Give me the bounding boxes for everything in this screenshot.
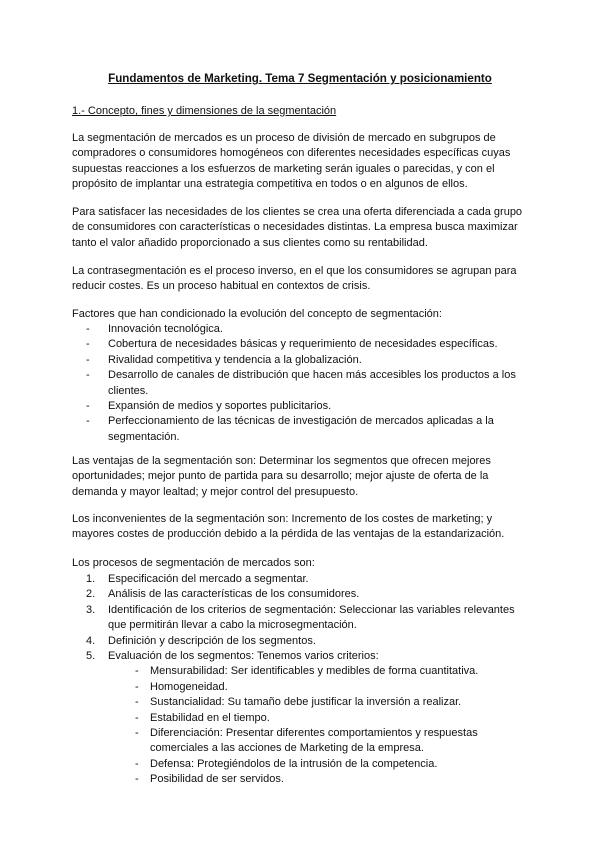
document-title: Fundamentos de Marketing. Tema 7 Segmentación y posicionamiento — [108, 72, 492, 85]
dash-marker: - — [86, 338, 90, 351]
list-item: - Desarrollo de canales de distribución que hacen más accesibles los productos a los clientes. — [86, 369, 516, 397]
dash-marker: - — [135, 711, 139, 724]
dash-marker: - — [86, 353, 90, 366]
list-item: - Sustancialidad: Su tamaño debe justificar la inversión a realizar. — [135, 695, 534, 710]
list-item: - Mensurabilidad: Ser identificables y medibles de forma cuantitativa. — [135, 664, 534, 679]
dash-marker: - — [86, 369, 90, 382]
list-item: - Estabilidad en el tiempo. — [135, 711, 534, 726]
paragraph-disadvantages: Los inconvenientes de la segmentación son: Incremento de los costes de marketing; y mayores costes de producción debido a la pérdida de las ventajas de la estandarización. — [72, 513, 505, 541]
list-item: - Rivalidad competitiva y tendencia a la globalización. — [86, 353, 534, 368]
dash-marker: - — [135, 773, 139, 786]
list-item: - Innovación tecnológica. — [86, 322, 534, 337]
list-item: 5. Evaluación de los segmentos: Tenemos varios criterios: - Mensurabilidad: Ser identificables y medibles de forma cuantitativa. - Homogeneidad. - Sustancialidad: Su tamaño debe justificar la inversión a realizar. - Estabilidad en el tiempo. - Diferenciación: Presentar diferentes comportamientos y respuestas comerciales a las acciones de Marketing de la empresa. - Defensa: Protegiéndolos de la intrusión de la competencia. - Posibilidad de ser servidos. — [86, 649, 534, 788]
paragraph-differentiated-offer: Para satisfacer las necesidades de los clientes se crea una oferta diferenciada a cada grupo de consumidores con características o necesidades distintas. La empresa busca maximizar tanto el valor añadido proporcionado a sus clientes como su rentabilidad. — [72, 206, 523, 249]
list-item: - Perfeccionamiento de las técnicas de investigación de mercados aplicadas a la segmentación. — [86, 415, 494, 443]
list-item: 3. Identificación de los criterios de segmentación: Seleccionar las variables relevantes que permitirán llevar a cabo la microsegmentación. — [86, 603, 515, 632]
paragraph-countersegmentation: La contrasegmentación es el proceso inverso, en el que los consumidores se agrupan para reducir costes. Es un proceso habitual en contextos de crisis. — [72, 265, 517, 293]
list-item: - Diferenciación: Presentar diferentes comportamientos y respuestas comerciales a las acciones de Marketing de la empresa. — [135, 727, 478, 755]
list-item: 2. Análisis de las características de los consumidores. — [86, 587, 534, 602]
paragraph-advantages: Las ventajas de la segmentación son: Determinar los segmentos que ofrecen mejores oportunidades; mejor punto de partida para su desarrollo; mejor ajuste de oferta de la demanda y mayor lealtad; y mejor control del presupuesto. — [72, 455, 491, 498]
dash-marker: - — [135, 757, 139, 770]
paragraph-definition: La segmentación de mercados es un proceso de división de mercado en subgrupos de compradores o consumidores homogéneos con diferentes necesidades específicas cuyas supuestas reacciones a los esfuerzos de marketing serán iguales o parecidas, y con el propósito de implantar una estrategia competitiva en todos o en algunos de ellos. — [72, 132, 511, 191]
criteria-list — [135, 664, 534, 787]
list-item: - Expansión de medios y soportes publicitarios. — [86, 399, 534, 414]
dash-marker: - — [135, 696, 139, 709]
paragraph-processes-intro: Los procesos de segmentación de mercados son: — [72, 557, 315, 569]
dash-marker: - — [135, 680, 139, 693]
dash-marker: - — [86, 323, 90, 335]
processes-list — [86, 572, 534, 788]
list-item: 4. Definición y descripción de los segmentos. — [86, 634, 534, 649]
dash-marker: - — [135, 727, 139, 740]
dash-marker: - — [86, 415, 90, 428]
item-number: 2. — [86, 588, 96, 601]
list-item: - Posibilidad de ser servidos. — [135, 772, 534, 787]
list-item: - Homogeneidad. — [135, 680, 534, 695]
item-number: 1. — [86, 573, 96, 585]
list-item: - Defensa: Protegiéndolos de la intrusión de la competencia. — [135, 757, 534, 772]
paragraph-factors-intro: Factores que han condicionado la evolución del concepto de segmentación: — [72, 308, 442, 320]
dash-marker: - — [135, 665, 139, 678]
section-heading: 1.- Concepto, fines y dimensiones de la segmentación — [72, 105, 337, 117]
item-number: 3. — [86, 603, 96, 616]
factors-list — [86, 322, 534, 445]
item-number: 5. — [86, 650, 96, 663]
dash-marker: - — [86, 400, 90, 413]
list-item: 1. Especificación del mercado a segmentar. — [86, 572, 534, 587]
list-item: - Cobertura de necesidades básicas y requerimiento de necesidades específicas. — [86, 337, 534, 352]
item-number: 4. — [86, 634, 96, 647]
